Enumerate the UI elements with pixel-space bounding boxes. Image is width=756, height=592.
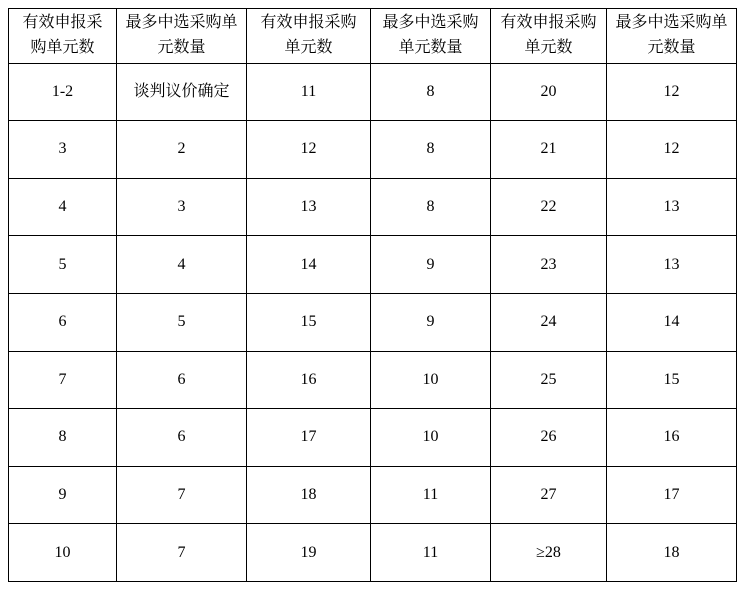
table-cell: 10 xyxy=(371,351,491,409)
table-body xyxy=(9,63,737,581)
table-cell: 25 xyxy=(491,351,607,409)
table-row xyxy=(9,63,737,121)
table-cell: 15 xyxy=(247,293,371,351)
table-cell: 7 xyxy=(117,524,247,582)
table-cell: 12 xyxy=(607,121,737,179)
table-cell: 11 xyxy=(247,63,371,121)
table-cell: 6 xyxy=(117,351,247,409)
table-cell: 12 xyxy=(607,63,737,121)
table-cell: 6 xyxy=(9,293,117,351)
table-cell: 24 xyxy=(491,293,607,351)
column-header-2: 最多中选采购单元数量 xyxy=(117,9,247,64)
table-cell: 14 xyxy=(247,236,371,294)
table-row xyxy=(9,178,737,236)
table-header xyxy=(9,9,737,64)
table-cell: 10 xyxy=(9,524,117,582)
table-cell: 9 xyxy=(9,466,117,524)
table-cell: 12 xyxy=(247,121,371,179)
table-cell: 7 xyxy=(9,351,117,409)
table-row xyxy=(9,293,737,351)
table-cell: 22 xyxy=(491,178,607,236)
table-row xyxy=(9,409,737,467)
table-cell: 谈判议价确定 xyxy=(117,63,247,121)
table-cell: 26 xyxy=(491,409,607,467)
table-cell: 4 xyxy=(9,178,117,236)
table-cell: 1-2 xyxy=(9,63,117,121)
table-row xyxy=(9,524,737,582)
table-cell: 18 xyxy=(607,524,737,582)
table-cell: 21 xyxy=(491,121,607,179)
table-cell: 16 xyxy=(247,351,371,409)
column-header-1: 有效申报采购单元数 xyxy=(9,9,117,64)
table-row xyxy=(9,121,737,179)
table-cell: 11 xyxy=(371,524,491,582)
table-row xyxy=(9,236,737,294)
table-cell: 11 xyxy=(371,466,491,524)
table-cell: 10 xyxy=(371,409,491,467)
table-cell: ≥28 xyxy=(491,524,607,582)
table-cell: 18 xyxy=(247,466,371,524)
table-cell: 5 xyxy=(117,293,247,351)
table-cell: 5 xyxy=(9,236,117,294)
table-cell: 13 xyxy=(247,178,371,236)
table-cell: 15 xyxy=(607,351,737,409)
table-cell: 20 xyxy=(491,63,607,121)
table-header-row xyxy=(9,9,737,64)
table-row xyxy=(9,466,737,524)
table-cell: 8 xyxy=(371,178,491,236)
table-cell: 13 xyxy=(607,178,737,236)
table-cell: 9 xyxy=(371,236,491,294)
table-cell: 16 xyxy=(607,409,737,467)
column-header-3: 有效申报采购单元数 xyxy=(247,9,371,64)
table-cell: 7 xyxy=(117,466,247,524)
table-row xyxy=(9,351,737,409)
table-cell: 17 xyxy=(247,409,371,467)
column-header-4: 最多中选采购单元数量 xyxy=(371,9,491,64)
table-cell: 4 xyxy=(117,236,247,294)
table-cell: 8 xyxy=(371,121,491,179)
table-cell: 27 xyxy=(491,466,607,524)
procurement-unit-table xyxy=(8,8,737,582)
table-cell: 9 xyxy=(371,293,491,351)
table-cell: 17 xyxy=(607,466,737,524)
table-cell: 19 xyxy=(247,524,371,582)
table-cell: 13 xyxy=(607,236,737,294)
column-header-6: 最多中选采购单元数量 xyxy=(607,9,737,64)
table-cell: 6 xyxy=(117,409,247,467)
table-cell: 2 xyxy=(117,121,247,179)
column-header-5: 有效申报采购单元数 xyxy=(491,9,607,64)
table-cell: 3 xyxy=(9,121,117,179)
table-cell: 3 xyxy=(117,178,247,236)
table-cell: 8 xyxy=(371,63,491,121)
table-cell: 8 xyxy=(9,409,117,467)
table-cell: 23 xyxy=(491,236,607,294)
table-cell: 14 xyxy=(607,293,737,351)
